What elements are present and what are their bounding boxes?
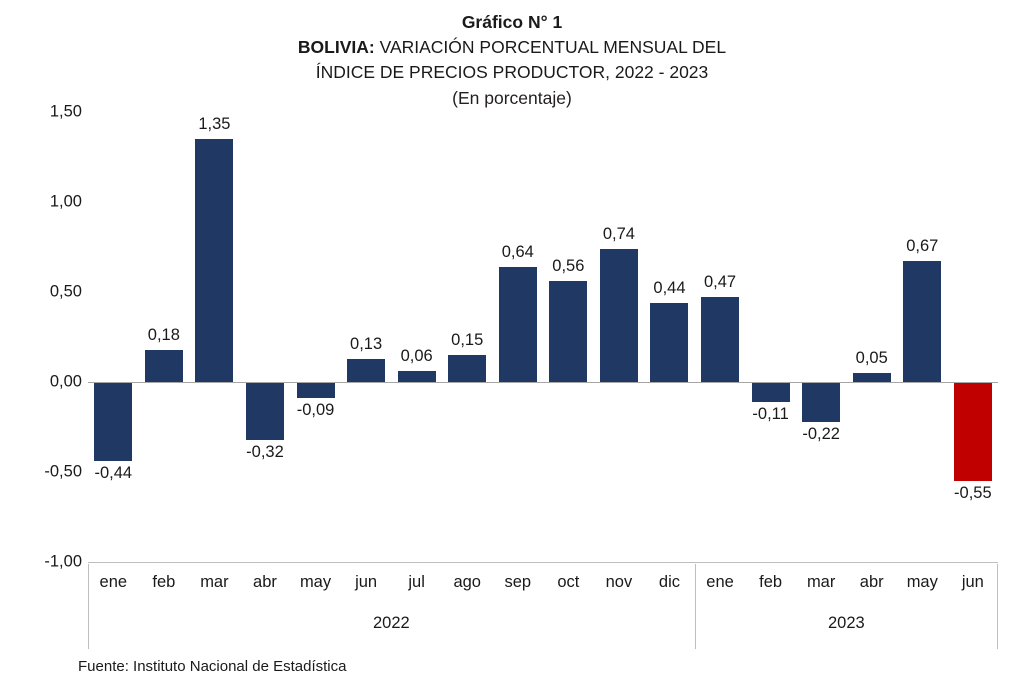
x-axis-year-label: 2022	[372, 614, 410, 632]
bar[interactable]	[903, 261, 941, 382]
bar-slot	[493, 112, 544, 562]
x-axis-category-label: feb	[759, 573, 783, 591]
y-axis-tick-label: 1,50	[49, 102, 82, 121]
bar-slot	[745, 112, 796, 562]
group-separator	[997, 564, 998, 649]
bar-value-label: 0,06	[400, 347, 433, 366]
y-axis-labels	[18, 102, 82, 571]
x-axis-category-label: sep	[504, 573, 532, 591]
bar[interactable]	[195, 139, 233, 382]
bar-value-label: -0,32	[246, 442, 284, 461]
x-axis-category-label: mar	[200, 573, 229, 591]
bar-slot	[442, 112, 493, 562]
x-axis-category-label: feb	[152, 573, 176, 591]
bar[interactable]	[246, 382, 284, 440]
bar-slot	[594, 112, 645, 562]
group-separator	[88, 564, 89, 649]
bar-value-label: 1,35	[198, 115, 231, 133]
x-axis-year-groups	[88, 564, 998, 649]
chart-subtitle: (En porcentaje)	[452, 88, 572, 108]
bar[interactable]	[448, 355, 486, 382]
bar[interactable]	[853, 373, 891, 382]
bar-value-label: 0,47	[703, 273, 737, 292]
x-axis-category-label: abr	[253, 573, 277, 591]
source-note: Fuente: Instituto Nacional de Estadística	[78, 658, 347, 675]
bar[interactable]	[954, 382, 992, 481]
bar-value-label: 0,13	[350, 334, 383, 353]
bar[interactable]	[549, 281, 587, 382]
x-axis-category-label: ene	[99, 573, 128, 591]
bar[interactable]	[752, 382, 790, 402]
bar-slot	[644, 112, 695, 562]
bar-slot	[846, 112, 897, 562]
y-axis-tick-label: -1,00	[44, 552, 82, 571]
x-axis-category-label: abr	[859, 573, 884, 591]
bar-slot	[897, 112, 948, 562]
bar-slot	[948, 112, 999, 562]
x-axis-category-label: oct	[557, 573, 580, 591]
bar-slot	[290, 112, 341, 562]
bar-slot	[341, 112, 392, 562]
bar-value-label: 0,18	[147, 325, 180, 344]
bar[interactable]	[600, 249, 638, 382]
bar-value-label: 0,74	[602, 224, 635, 243]
x-axis-category-label: jul	[408, 573, 425, 591]
bar-slot	[88, 112, 139, 562]
bar-series	[88, 112, 998, 562]
x-axis-category-label: mar	[806, 573, 836, 591]
bar-value-label: -0,09	[296, 401, 335, 420]
bar-slot	[139, 112, 190, 562]
bar-slot	[189, 112, 240, 562]
bar-value-label: -0,55	[954, 484, 992, 502]
group-separator	[695, 564, 696, 649]
bar[interactable]	[94, 382, 132, 461]
x-axis-category-label: jun	[355, 573, 378, 591]
chart-title-line3: ÍNDICE DE PRECIOS PRODUCTOR, 2022 - 2023	[315, 62, 709, 82]
chart-title-number: Gráfico N° 1	[461, 12, 563, 32]
y-axis-tick-label: 1,00	[49, 192, 82, 211]
bottom-axis-line	[88, 562, 998, 563]
y-axis-tick-label: 0,50	[49, 282, 82, 301]
chart-titles	[0, 0, 1024, 111]
zero-axis-line	[88, 382, 998, 383]
x-axis-category-label: ene	[706, 573, 734, 591]
plot-area	[88, 112, 998, 562]
bar-slot	[695, 112, 746, 562]
y-axis-tick-label: -0,50	[44, 462, 82, 481]
x-axis-category-label: ago	[453, 573, 481, 591]
chart-area	[0, 102, 1024, 632]
bar[interactable]	[802, 382, 840, 422]
bar-value-label: -0,44	[94, 464, 133, 483]
bar[interactable]	[398, 371, 436, 382]
chart-title-line2-rest: VARIACIÓN PORCENTUAL MENSUAL DEL	[374, 37, 727, 57]
y-axis-tick-label: 0,00	[49, 372, 82, 391]
x-axis-category-label: may	[906, 573, 938, 591]
bar-slot	[391, 112, 442, 562]
bar-value-label: 0,56	[552, 257, 585, 276]
bar-value-label: -0,22	[802, 424, 840, 443]
bar-value-label: 0,64	[501, 242, 534, 261]
bar-slot	[543, 112, 594, 562]
bar[interactable]	[145, 350, 183, 382]
x-axis-year-label: 2023	[827, 614, 865, 632]
bar-slot	[796, 112, 847, 562]
bar-value-label: -0,11	[752, 404, 789, 423]
bar-value-label: 0,44	[653, 278, 686, 297]
bar[interactable]	[701, 297, 739, 382]
bar-value-label: 0,67	[906, 237, 939, 256]
chart-title-line2	[0, 35, 1024, 60]
x-axis-category-label: may	[299, 573, 332, 591]
bar-value-label: 0,15	[451, 331, 484, 349]
bar[interactable]	[347, 359, 385, 382]
x-axis-category-label: jun	[961, 573, 984, 591]
bar[interactable]	[499, 267, 537, 382]
bar[interactable]	[297, 382, 335, 398]
x-axis-category-label: dic	[658, 573, 681, 591]
x-axis-category-label: nov	[605, 573, 633, 591]
chart-title-country: BOLIVIA:	[297, 37, 375, 57]
bar-slot	[240, 112, 291, 562]
bar[interactable]	[650, 303, 688, 382]
bar-value-label: 0,05	[855, 349, 888, 367]
